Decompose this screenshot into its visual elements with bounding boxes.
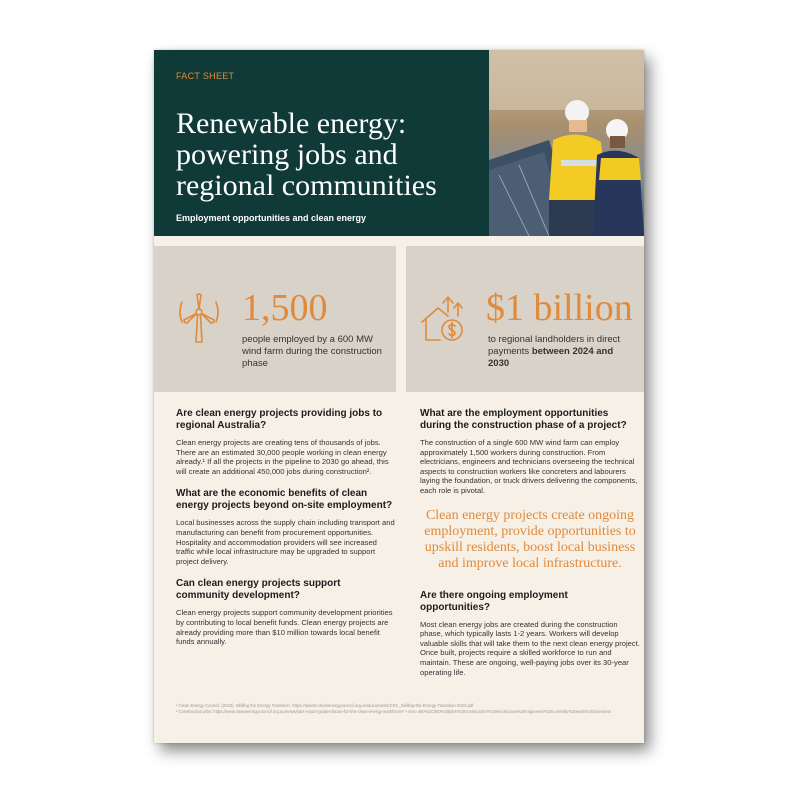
footnotes [176,703,616,715]
section-body: Local businesses across the supply chain including transport and manufacturing can benefit from procurement opportunities. Hospitality and accommodation providers will see increased traffic while local infrastructure may be upgraded to support project delivery. [176,518,395,566]
footnote: ¹ Clean Energy Council. (2023). Skilling the Energy Transition. https://assets.cleanenergycouncil.org.au/documents/CEC_Skilling-the-Energy-Transition-2023.pdf [176,703,474,708]
page-title: Renewable energy: powering jobs and regional communities [176,107,437,202]
section-heading: Are there ongoing employment opportunities? [420,589,568,613]
stat-description-jobs: people employed by a 600 MW wind farm during the construction phase [242,334,382,369]
pull-quote: Clean energy projects create ongoing employment, provide opportunities to upskill residents, boost local business and improve local infrastructure. [424,507,636,571]
house-dollar-growth-icon [418,292,474,346]
left-column [176,408,396,659]
stats-section [154,236,644,392]
workers-solar-farm-photo [489,50,644,236]
section-body: Most clean energy jobs are created during the construction phase, which typically lasts 1-2 years. Workers will develop valuable skills that will take them to the next clean energy project. Once built, projects require a skilled workforce to run and maintain. These are ongoing, well-paying jobs over its 30-year operating life. [420,619,640,677]
stat-card-jobs [154,246,396,392]
footnote: ² Construction jobs: https://www.cleanenergycouncil.org.au/news/jobs-report-guides-future-for-the-clean-energy-workforce#:~:text=450%2C000%20jobs%20construction%20electricians%20engineers%20currently%20work%20overseas [176,709,611,714]
stat-description-payments [488,334,628,370]
stat-value-jobs: 1,500 [242,287,328,329]
section-body: Clean energy projects are creating tens of thousands of jobs. There are an estimated 30,000 people working in clean energy already.¹ If all the projects in the pipeline to 2030 go ahead, this will create an additional 450,000 jobs during construction². [176,438,389,476]
section-heading: What are the economic benefits of clean energy projects beyond on-site employment? [176,488,393,512]
section-heading: What are the employment opportunities during the construction phase of a project? [420,408,627,431]
wind-turbine-icon [174,292,224,346]
eyebrow-label: FACT SHEET [176,71,235,81]
section-heading: Are clean energy projects providing jobs to regional Australia? [176,408,383,431]
stat-description-payments-text: to regional landholders in direct payments [488,334,621,357]
header-banner [154,50,644,236]
page-subtitle: Employment opportunities and clean energy [176,213,367,223]
stat-value-payments: $1 billion [486,287,633,329]
right-column [420,408,640,689]
stat-card-payments [406,246,644,392]
section-body: The construction of a single 600 MW wind farm can employ approximately 1,500 workers during construction. From electricians, engineers and technicians overseeing the technical aspects to construction workers like concreters and labourers laying the foundation, or truck drivers delivering the components, each role is pivotal. [420,438,638,495]
section-body: Clean energy projects support community development priorities by contributing to local benefit funds. Clean energy projects are already providing more than $10 million towards local benefit funds annually. [176,608,393,647]
stat-description-payments-bold: between 2024 and 2030 [488,346,614,369]
fact-sheet-page [154,50,644,743]
section-heading: Can clean energy projects support community development? [176,578,341,602]
